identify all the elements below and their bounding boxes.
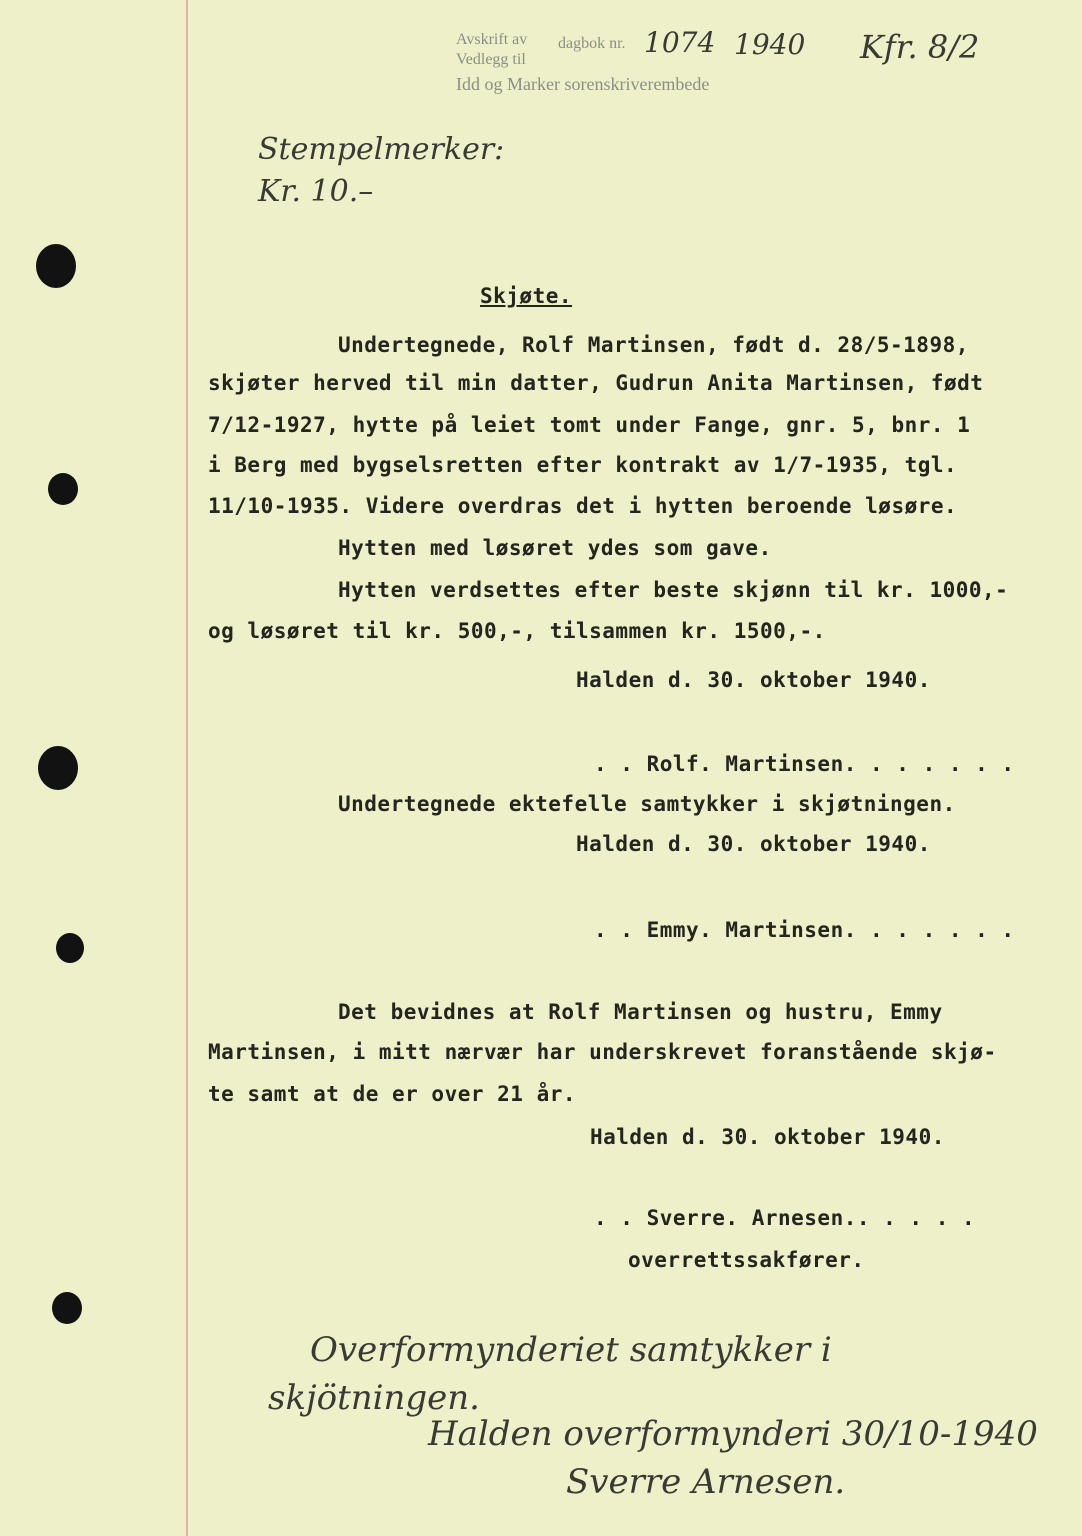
paragraph2: Hytten med løsøret ydes som gave. — [338, 536, 772, 560]
witness-line2: Martinsen, i mitt nærvær har underskrevet foranstående skjø- — [208, 1040, 997, 1064]
journal-number: 1074 — [644, 26, 716, 59]
signature-sverre: . . Sverre. Arnesen.. . . . . — [594, 1206, 976, 1230]
signature-sverre-title: overrettssakfører. — [628, 1248, 865, 1272]
witness-line1: Det bevidnes at Rolf Martinsen og hustru, Emmy — [338, 1000, 943, 1024]
approval-line1: Overformynderiet samtykker i — [310, 1330, 832, 1370]
consent-line: Undertegnede ektefelle samtykker i skjøtningen. — [338, 792, 956, 816]
paragraph3-line2: og løsøret til kr. 500,-, tilsammen kr. 1500,-. — [208, 619, 826, 643]
punch-hole-1 — [36, 244, 76, 288]
journal-year: 1940 — [734, 28, 806, 61]
paragraph1-line5: 11/10-1935. Videre overdras det i hytten beroende løsøre. — [208, 494, 958, 518]
date-3: Halden d. 30. oktober 1940. — [590, 1125, 945, 1149]
date-2: Halden d. 30. oktober 1940. — [576, 832, 931, 856]
stamp-line1-mid: dagbok nr. — [558, 35, 626, 52]
stamp-amount: Kr. 10.– — [258, 174, 374, 209]
stamp-line1-prefix: Avskrift av — [456, 31, 528, 48]
corner-note: Kfr. 8/2 — [860, 28, 980, 66]
stamp-line3: Idd og Marker sorenskriverembede — [456, 74, 710, 94]
date-1: Halden d. 30. oktober 1940. — [576, 668, 931, 692]
witness-line3: te samt at de er over 21 år. — [208, 1082, 577, 1106]
punch-hole-2 — [48, 473, 78, 505]
approval-line3: Halden overformynderi 30/10-1940 — [428, 1414, 1038, 1454]
paragraph1-line1: Undertegnede, Rolf Martinsen, født d. 28/5-1898, — [338, 333, 969, 357]
paragraph1-line3: 7/12-1927, hytte på leiet tomt under Fange, gnr. 5, bnr. 1 — [208, 413, 971, 437]
stamp-line2: Vedlegg til — [456, 51, 526, 68]
approval-line2: skjötningen. — [268, 1378, 480, 1418]
paragraph1-line2: skjøter herved til min datter, Gudrun Anita Martinsen, født — [208, 371, 984, 395]
paragraph3-line1: Hytten verdsettes efter beste skjønn til kr. 1000,- — [338, 578, 1009, 602]
stamp-label: Stempelmerker: — [258, 132, 505, 167]
margin-line — [186, 0, 188, 1536]
signature-emmy: . . Emmy. Martinsen. . . . . . . — [594, 918, 1015, 942]
punch-hole-3 — [38, 746, 78, 790]
punch-hole-5 — [52, 1292, 82, 1324]
punch-hole-4 — [56, 933, 84, 963]
document-title: Skjøte. — [480, 284, 573, 308]
approval-line4: Sverre Arnesen. — [566, 1462, 846, 1502]
signature-rolf: . . Rolf. Martinsen. . . . . . . — [594, 752, 1015, 776]
paragraph1-line4: i Berg med bygselsretten efter kontrakt av 1/7-1935, tgl. — [208, 453, 958, 477]
